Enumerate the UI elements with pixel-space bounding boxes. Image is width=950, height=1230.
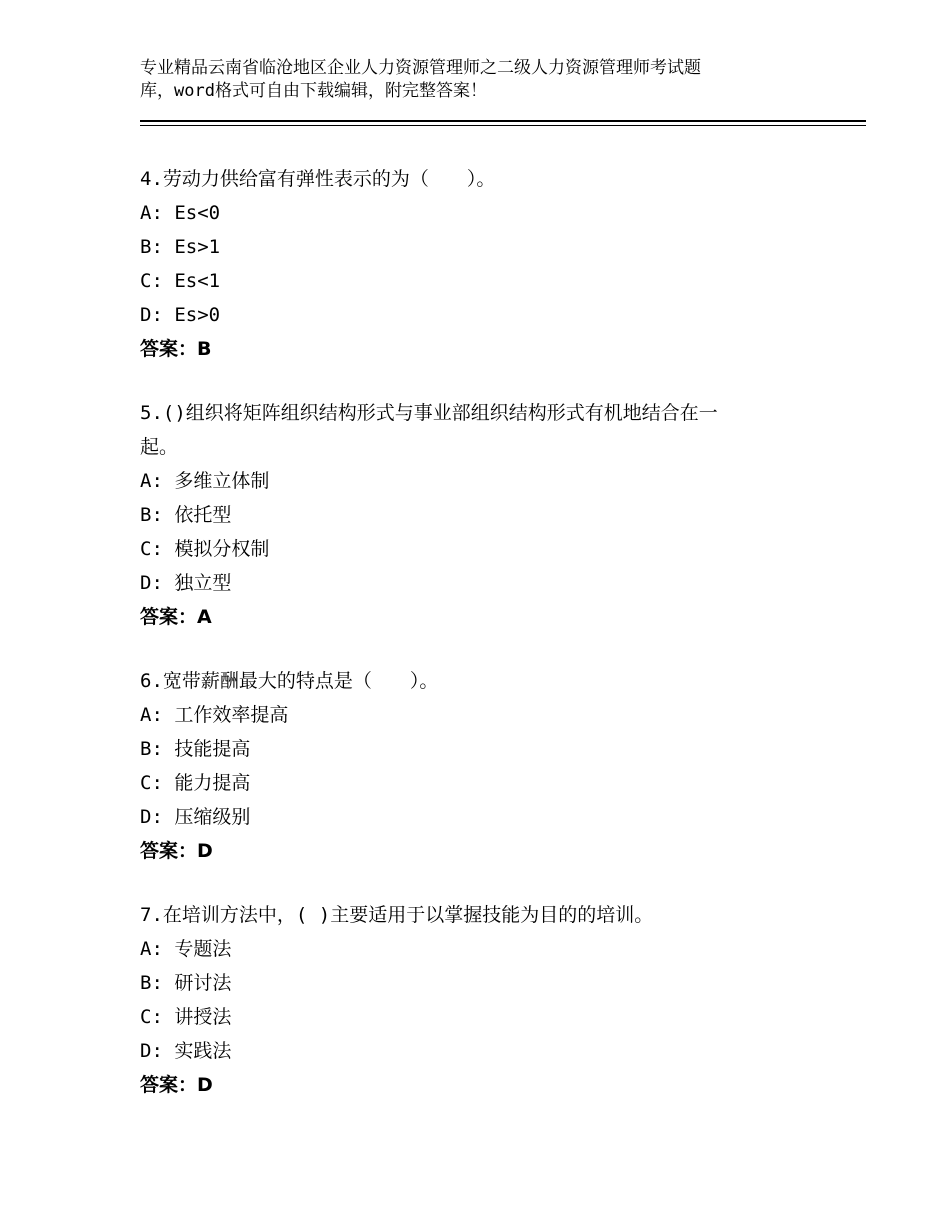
document-header xyxy=(140,57,780,103)
header-title-line-1: 专业精品云南省临沧地区企业人力资源管理师之二级人力资源管理师考试题 xyxy=(140,58,701,78)
header-rule-thin xyxy=(140,125,866,126)
option-b: B: 研讨法 xyxy=(140,972,232,994)
question-6 xyxy=(140,664,830,868)
header-rule-thick xyxy=(140,120,866,122)
answer-line: 答案：D xyxy=(140,1074,213,1096)
option-b: B: 技能提高 xyxy=(140,738,251,760)
question-5 xyxy=(140,396,830,634)
option-c: C: Es<1 xyxy=(140,270,221,292)
option-b: B: Es>1 xyxy=(140,236,221,258)
question-7 xyxy=(140,898,830,1102)
option-d: D: 实践法 xyxy=(140,1040,232,1062)
option-b: B: 依托型 xyxy=(140,504,232,526)
option-a: A: 工作效率提高 xyxy=(140,704,289,726)
question-stem: 7.在培训方法中，( )主要适用于以掌握技能为目的的培训。 xyxy=(140,904,654,926)
question-4 xyxy=(140,162,830,366)
question-stem: 4.劳动力供给富有弹性表示的为（ ）。 xyxy=(140,168,496,190)
option-a: A: 多维立体制 xyxy=(140,470,270,492)
question-stem: 6.宽带薪酬最大的特点是（ ）。 xyxy=(140,670,439,692)
option-a: A: Es<0 xyxy=(140,202,221,224)
question-list xyxy=(140,162,830,1132)
option-c: C: 讲授法 xyxy=(140,1006,232,1028)
answer-line: 答案：A xyxy=(140,606,212,628)
header-title-line-2: 库，word格式可自由下载编辑，附完整答案！ xyxy=(140,81,487,101)
option-c: C: 能力提高 xyxy=(140,772,251,794)
option-d: D: Es>0 xyxy=(140,304,221,326)
option-a: A: 专题法 xyxy=(140,938,232,960)
option-d: D: 压缩级别 xyxy=(140,806,251,828)
option-d: D: 独立型 xyxy=(140,572,232,594)
answer-line: 答案：D xyxy=(140,840,213,862)
answer-line: 答案：B xyxy=(140,338,212,360)
question-stem: 5.()组织将矩阵组织结构形式与事业部组织结构形式有机地结合在一 起。 xyxy=(140,402,718,458)
option-c: C: 模拟分权制 xyxy=(140,538,270,560)
